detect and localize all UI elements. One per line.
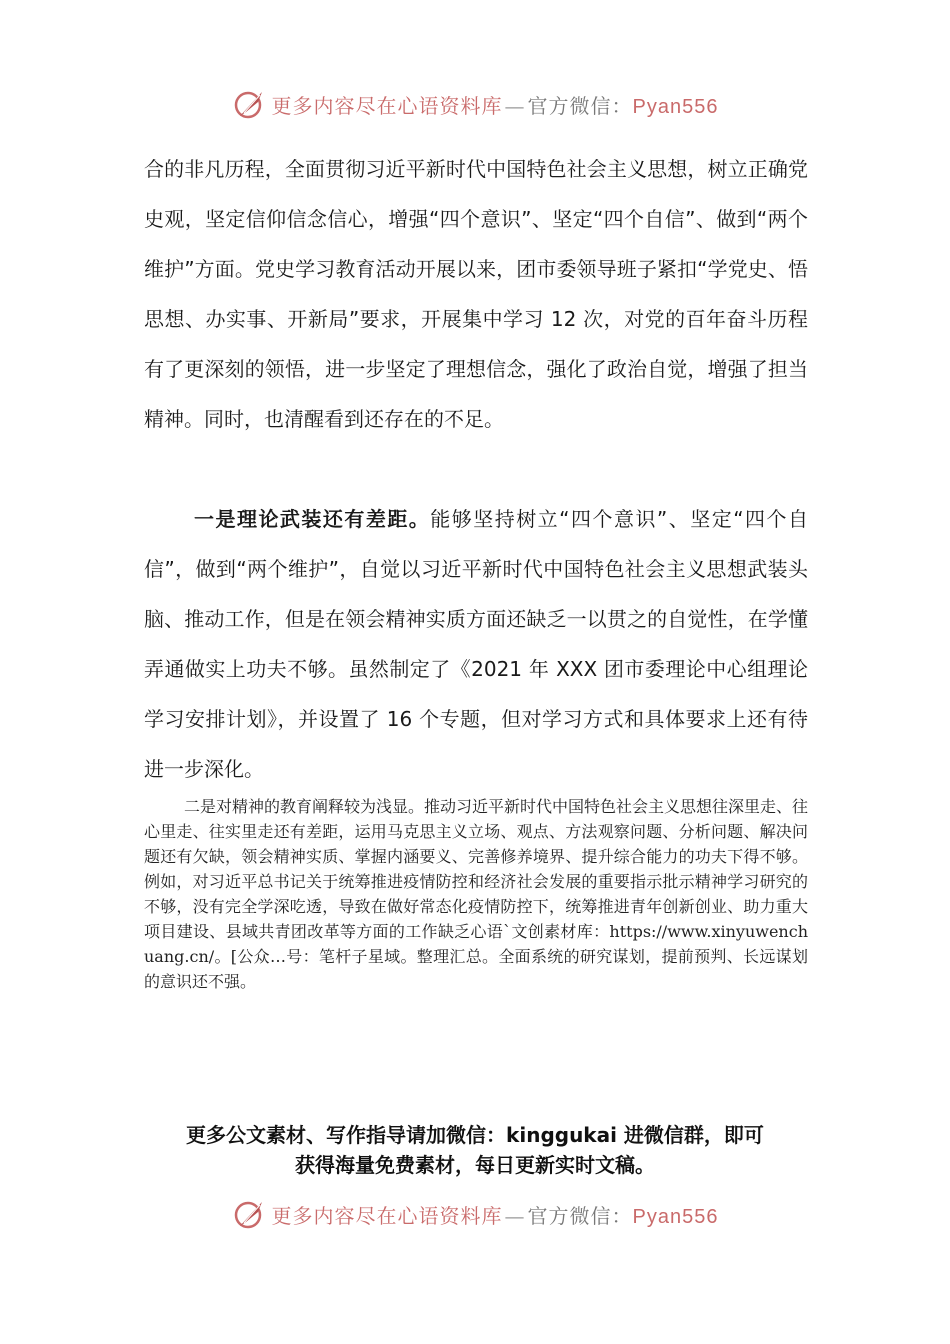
body-paragraph-1: 合的非凡历程，全面贯彻习近平新时代中国特色社会主义思想，树立正确党史观，坚定信仰信念信心，增强“四个意识”、坚定“四个自信”、做到“两个维护”方面。党史学习教育活动开展以来，团市委领导班子紧扣“学党史、悟思想、办实事、开新局”要求，开展集中学习 12 次，对党的百年奋斗历程有了更深刻的领悟，进一步坚定了理想信念，强化了政治自觉，增强了担当精神。同时，也清醒看到还存在的不足。 [144, 157, 808, 431]
header-banner [0, 84, 950, 124]
banner-title: 更多内容尽在心语资料库 — 官方微信：Pyan556 [271, 93, 719, 118]
body-paragraph-2 [144, 494, 808, 794]
body-paragraph-3: 二是对精神的教育阐释较为浅显。推动习近平新时代中国特色社会主义思想往深里走、往心里走、往实里走还有差距，运用马克思主义立场、观点、方法观察问题、分析问题、解决问题还有欠缺，领会精神实质、掌握内涵要义、完善修养境界、提升综合能力的功夫下得不够。例如，对习近平总书记关于统筹推进疫情防控和经济社会发展的重要指示批示精神学习研究的不够，没有完全学深吃透，导致在做好常态化疫情防控下，统筹推进青年创新创业、助力重大项目建设、县域共青团改革等方面的工作缺乏心语`文创素材库：https://www.xinyuwenchuang.cn/。[公众…号：笔杆子星域。整理汇总。全面系统的研究谋划，提前预判、长远谋划的意识还不强。 [144, 797, 809, 991]
footer-banner [0, 1194, 950, 1234]
footer-note [140, 1120, 810, 1180]
footer-line-2: 获得海量免费素材，每日更新实时文稿。 [295, 1153, 655, 1177]
paragraph-2-body: 能够坚持树立“四个意识”、坚定“四个自信”，做到“两个维护”，自觉以习近平新时代中国特色社会主义思想武装头脑、推动工作，但是在领会精神实质方面还缺乏一以贯之的自觉性，在学懂弄通做实上功夫不够。虽然制定了《2021 年 XXX 团市委理论中心组理论学习安排计划》，并设置了 16 个专题，但对学习方式和具体要求上还有待进一步深化。 [144, 507, 808, 781]
footer-line-1: 更多公文素材、写作指导请加微信：kinggukai 进微信群，即可 [186, 1123, 764, 1147]
banner-title: 更多内容尽在心语资料库 — 官方微信：Pyan556 [271, 1203, 719, 1228]
quill-pen-logo-icon [232, 1196, 268, 1232]
paragraph-2-lead: 一是理论武装还有差距。 [194, 507, 431, 531]
quill-pen-logo-icon [232, 86, 268, 122]
